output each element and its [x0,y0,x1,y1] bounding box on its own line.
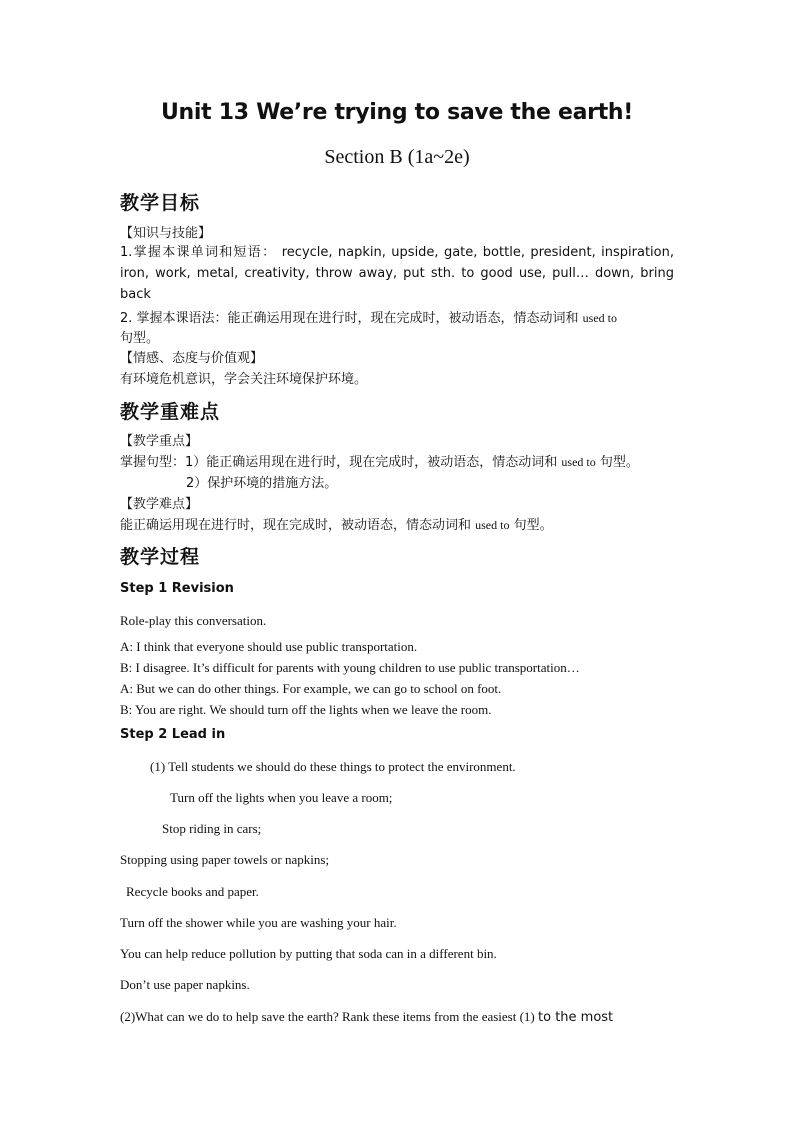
lead-in-item-2-end: to the most [538,1010,614,1025]
difficulty-text-a: 能正确运用现在进行时，现在完成时，被动语态，情态动词和 [120,518,476,533]
dialog-line: B: I disagree. It’s difficult for parents with young children to use public transportation… [120,660,580,675]
objective-item-1-prefix: 1.掌握本课单词和短语： [120,245,277,260]
emotion-label: 【情感、态度与价值观】 [120,351,264,366]
objective-item-2-eng: used to [582,311,618,325]
lead-in-item-2-text: (2)What can we do to help save the earth? Rank these items from the easiest (1) [120,1009,539,1024]
difficulty-label: 【教学难点】 [120,497,199,512]
emotion-text: 有环境危机意识，学会关注环境保护环境。 [120,372,368,387]
dialog-line: A: But we can do other things. For example, we can go to school on foot. [120,681,502,696]
action-item: Turn off the lights when you leave a room; [170,790,393,805]
page-title: Unit 13 We’re trying to save the earth! [160,100,634,125]
dialog-line: B: You are right. We should turn off the lights when we leave the room. [120,702,492,717]
lead-in-item-1: (1) Tell students we should do these things to protect the environment. [150,759,516,774]
dialog-line: A: I think that everyone should use public transportation. [120,639,418,654]
difficulty-text-b: 句型。 [509,518,553,533]
focus-line-1-eng: used to [561,455,596,469]
focus-line-2: 2）保护环境的措施方法。 [186,476,338,491]
roleplay-instruction: Role-play this conversation. [120,613,267,628]
lead-in-item-2 [120,1009,674,1025]
knowledge-label: 【知识与技能】 [120,226,212,241]
process-heading: 教学过程 [120,546,201,568]
focus-line-1-end: 句型。 [595,455,639,470]
step-2-heading: Step 2 Lead in [120,727,226,742]
action-item: Don’t use paper napkins. [120,977,250,992]
focus-line-1-text: 掌握句型：1）能正确运用现在进行时，现在完成时，被动语态，情态动词和 [120,455,562,470]
action-item: Recycle books and paper. [126,884,259,899]
action-item: Stop riding in cars; [162,821,262,836]
objective-item-2 [120,307,674,326]
page-subtitle: Section B (1a~2e) [324,146,470,168]
key-points-heading: 教学重难点 [120,401,221,423]
objective-item-2-prefix: 2. 掌握本课语法：能正确运用现在进行时，现在完成时，被动语态，情态动词和 [120,311,583,326]
action-item: Stopping using paper towels or napkins; [120,852,330,867]
action-item: Turn off the shower while you are washing your hair. [120,915,397,930]
objectives-heading: 教学目标 [120,192,201,214]
objective-item-1 [120,242,674,305]
difficulty-text-eng: used to [475,518,510,532]
focus-label: 【教学重点】 [120,434,199,449]
focus-line-1 [120,451,674,470]
difficulty-text [120,514,674,533]
action-item: You can help reduce pollution by putting that soda can in a different bin. [120,946,497,961]
step-1-heading: Step 1 Revision [120,581,234,596]
objective-item-1-words: recycle, napkin, upside, gate, bottle, president, inspiration, iron, work, metal, creativity, throw away, put sth. to good use, pull… down, bring back [120,245,674,302]
objective-item-2-line2: 句型。 [120,331,160,346]
